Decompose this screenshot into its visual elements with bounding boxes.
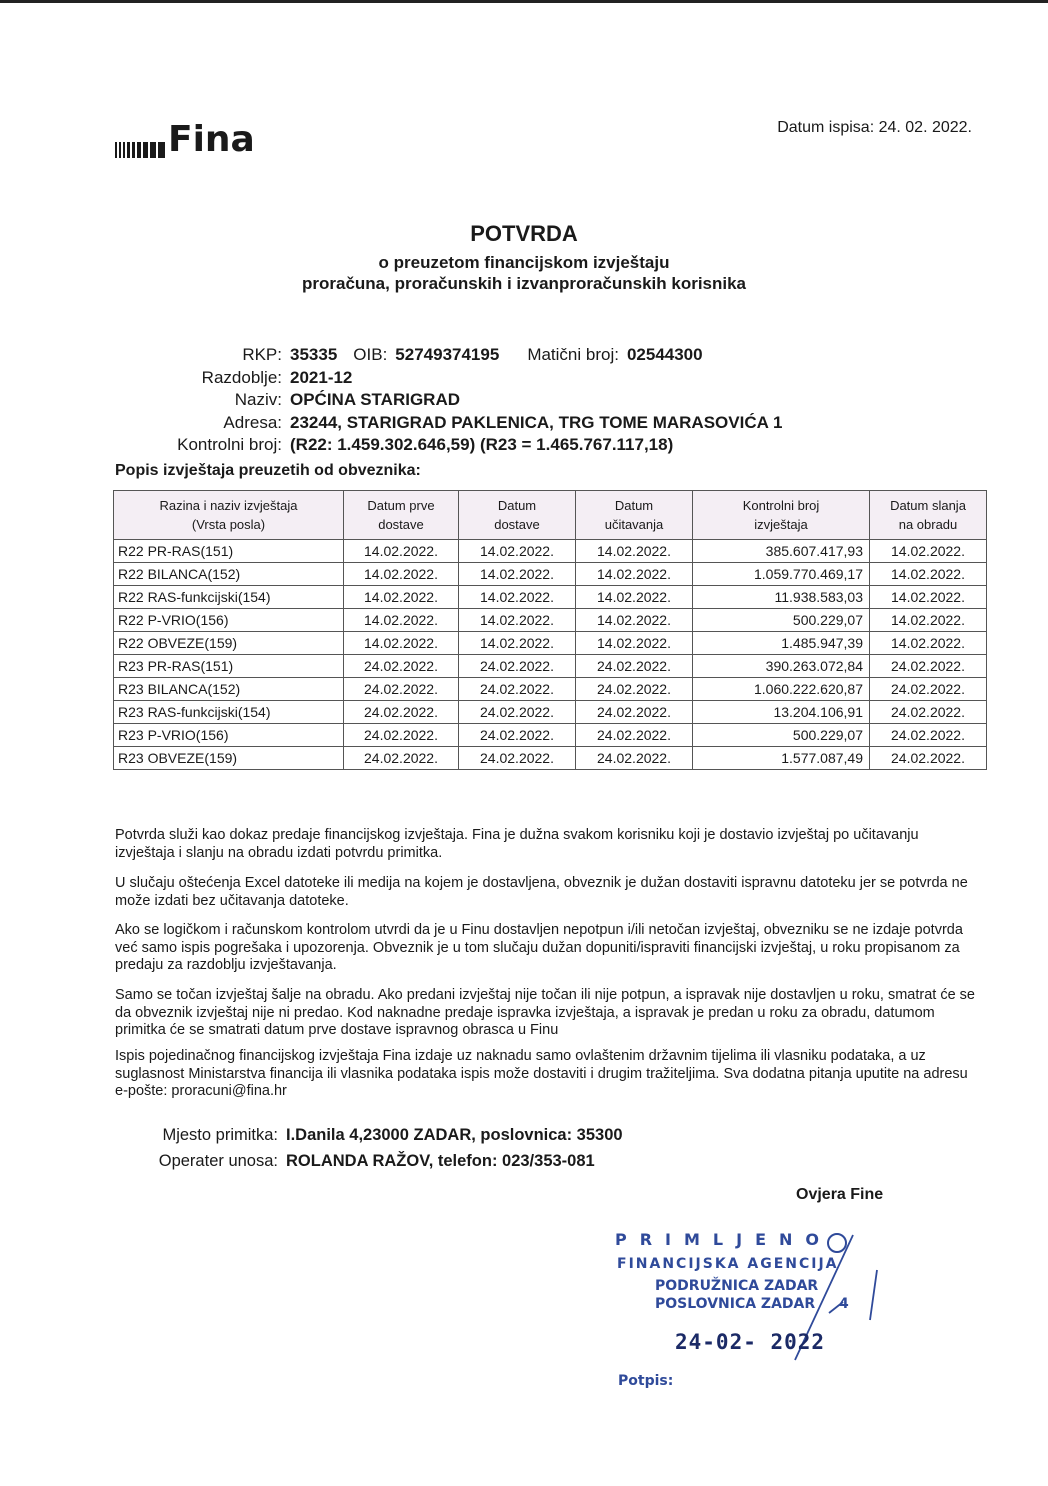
- table-cell: R22 OBVEZE(159): [114, 632, 344, 655]
- stamp-date: 24-02- 2022: [675, 1330, 826, 1354]
- table-cell: 14.02.2022.: [576, 632, 693, 655]
- column-header: [576, 491, 693, 540]
- table-cell: 1.485.947,39: [693, 632, 870, 655]
- address-label: Adresa:: [223, 412, 282, 432]
- table-body: [114, 540, 987, 770]
- table-cell: 14.02.2022.: [459, 586, 576, 609]
- operator-row: [140, 1152, 595, 1171]
- table-row: [114, 632, 987, 655]
- table-cell: 24.02.2022.: [459, 655, 576, 678]
- print-date: Datum ispisa: 24. 02. 2022.: [777, 119, 972, 136]
- table-row: [114, 563, 987, 586]
- period-label: Razdoblje:: [201, 367, 282, 387]
- rkp-value: 35335: [290, 345, 338, 364]
- name-value: OPĆINA STARIGRAD: [290, 390, 460, 409]
- note-paragraph: Samo se točan izvještaj šalje na obradu. Ako predani izvještaj nije točan ili nije potpun, a ispravak nije dostavljen u roku, smatrat će se da obveznik izvještaj nije ni predao. Kod naknadne predaje ispravka izvještaja, a ispravak je predan u roku za obradu, datumom primitka će se smatrati datum prve dostave ispravnog obrasca u Finu: [115, 987, 975, 1038]
- table-cell: 24.02.2022.: [344, 724, 459, 747]
- control-label: Kontrolni broj:: [177, 435, 282, 454]
- control-value: (R22: 1.459.302.646,59) (R23 = 1.465.767.117,18): [290, 435, 674, 454]
- receipt-place-row: [140, 1126, 623, 1145]
- table-cell: 14.02.2022.: [870, 540, 987, 563]
- column-header-line: Datum slanja: [890, 498, 966, 513]
- table-cell: 14.02.2022.: [870, 586, 987, 609]
- table-cell: 24.02.2022.: [870, 747, 987, 770]
- table-cell: R22 P-VRIO(156): [114, 609, 344, 632]
- column-header-line: učitavanja: [604, 517, 664, 532]
- table-cell: 14.02.2022.: [576, 609, 693, 632]
- document-subtitle-1: o preuzetom financijskom izvještaju: [378, 253, 670, 272]
- table-cell: 500.229,07: [693, 724, 870, 747]
- column-header: [693, 491, 870, 540]
- table-cell: 24.02.2022.: [576, 701, 693, 724]
- note-paragraph: U slučaju oštećenja Excel datoteke ili medija na kojem je dostavljena, obveznik je dužan dostaviti ispravnu datoteku jer se potvrda ne može izdati bez učitavanja datoteke.: [115, 875, 968, 909]
- receipt-place-label: Mjesto primitka:: [162, 1126, 278, 1144]
- logo-bars-icon: [115, 130, 165, 158]
- table-cell: 14.02.2022.: [870, 563, 987, 586]
- report-list-title: Popis izvještaja preuzetih od obveznika:: [115, 462, 421, 479]
- column-header-line: Razina i naziv izvještaja: [159, 498, 298, 513]
- table-cell: R23 BILANCA(152): [114, 678, 344, 701]
- column-header-line: izvještaja: [754, 517, 808, 532]
- table-cell: R23 OBVEZE(159): [114, 747, 344, 770]
- table-cell: 14.02.2022.: [344, 563, 459, 586]
- column-header: [114, 491, 344, 540]
- column-header-line: dostave: [378, 517, 424, 532]
- table-cell: 24.02.2022.: [459, 678, 576, 701]
- stamp-line-3: PODRUŽNICA ZADAR: [655, 1278, 819, 1294]
- table-row: [114, 655, 987, 678]
- table-cell: 24.02.2022.: [459, 724, 576, 747]
- table-row: [114, 678, 987, 701]
- table-cell: 24.02.2022.: [870, 678, 987, 701]
- page-top-border: [0, 0, 1048, 3]
- column-header: [344, 491, 459, 540]
- table-cell: R22 BILANCA(152): [114, 563, 344, 586]
- document-title: POTVRDA: [470, 221, 578, 246]
- rkp-label: RKP:: [242, 345, 282, 364]
- table-cell: 385.607.417,93: [693, 540, 870, 563]
- table-cell: 24.02.2022.: [870, 701, 987, 724]
- table-cell: 24.02.2022.: [459, 747, 576, 770]
- stamp-line-1: PRIMLJENO: [615, 1230, 832, 1249]
- table-row: [114, 747, 987, 770]
- table-row: [114, 609, 987, 632]
- operator-value: ROLANDA RAŽOV, telefon: 023/353-081: [286, 1152, 595, 1170]
- column-header: [870, 491, 987, 540]
- table-cell: R22 PR-RAS(151): [114, 540, 344, 563]
- table-cell: 500.229,07: [693, 609, 870, 632]
- verification-label: Ovjera Fine: [796, 1186, 884, 1203]
- table-cell: 14.02.2022.: [459, 540, 576, 563]
- table-cell: R23 PR-RAS(151): [114, 655, 344, 678]
- period-row: [140, 368, 782, 391]
- logo-text: Fina: [168, 119, 255, 160]
- table-cell: 14.02.2022.: [344, 586, 459, 609]
- table-cell: 14.02.2022.: [459, 609, 576, 632]
- table-cell: 14.02.2022.: [576, 540, 693, 563]
- column-header-line: Datum: [497, 498, 537, 513]
- period-value: 2021-12: [290, 367, 353, 387]
- table-cell: 14.02.2022.: [459, 632, 576, 655]
- table-cell: 24.02.2022.: [576, 678, 693, 701]
- column-header: [459, 491, 576, 540]
- stamp-line-4: POSLOVNICA ZADAR: [655, 1296, 816, 1312]
- entity-info: [140, 345, 782, 458]
- table-cell: 24.02.2022.: [344, 701, 459, 724]
- table-cell: 24.02.2022.: [344, 678, 459, 701]
- table-cell: 24.02.2022.: [344, 655, 459, 678]
- table-cell: 1.577.087,49: [693, 747, 870, 770]
- note-paragraph: Ako se logičkom i računskom kontrolom utvrdi da je u Finu dostavljen nepotpun i/ili netočan izvještaj, obvezniku se ne izdaje potvrda već samo ispis pogrešaka i upozorenja. Obveznik je u tom slučaju dužan dopuniti/ispraviti financijski izvještaj, u roku propisanom za predaju za razdoblju izvještavanja.: [115, 922, 963, 973]
- table-cell: 24.02.2022.: [344, 747, 459, 770]
- table-cell: R23 P-VRIO(156): [114, 724, 344, 747]
- table-cell: 24.02.2022.: [870, 655, 987, 678]
- address-value: 23244, STARIGRAD PAKLENICA, TRG TOME MARASOVIĆA 1: [290, 412, 783, 432]
- address-row: [140, 413, 782, 436]
- table-cell: 24.02.2022.: [576, 724, 693, 747]
- rkp-row: [140, 345, 782, 368]
- table-cell: 24.02.2022.: [576, 655, 693, 678]
- table-cell: R22 RAS-funkcijski(154): [114, 586, 344, 609]
- table-row: [114, 724, 987, 747]
- table-row: [114, 540, 987, 563]
- column-header-line: dostave: [494, 517, 540, 532]
- signature-label: Potpis:: [618, 1373, 674, 1389]
- table-cell: 390.263.072,84: [693, 655, 870, 678]
- stamp-line-2: FINANCIJSKA AGENCIJA: [617, 1256, 839, 1272]
- table-cell: 14.02.2022.: [576, 586, 693, 609]
- table-row: [114, 701, 987, 724]
- column-header-line: Datum: [614, 498, 654, 513]
- table-cell: 14.02.2022.: [459, 563, 576, 586]
- table-cell: 24.02.2022.: [459, 701, 576, 724]
- table-cell: 13.204.106,91: [693, 701, 870, 724]
- table-cell: 14.02.2022.: [344, 540, 459, 563]
- table-cell: 24.02.2022.: [576, 747, 693, 770]
- column-header-line: Kontrolni broj: [742, 498, 820, 513]
- table-cell: 1.060.222.620,87: [693, 678, 870, 701]
- column-header-line: Datum prve: [367, 498, 435, 513]
- table-cell: 14.02.2022.: [344, 609, 459, 632]
- fina-logo: [115, 118, 255, 158]
- mb-label: Matični broj:: [527, 345, 619, 364]
- oib-value: 52749374195: [395, 345, 500, 364]
- column-header-line: (Vrsta posla): [191, 517, 266, 532]
- control-row: [140, 435, 782, 458]
- note-paragraph: Ispis pojedinačnog financijskog izvještaja Fina izdaje uz naknadu samo ovlaštenim državnim tijelima ili vlasniku podataka, a uz suglasnost Ministarstva financija ili vlasnika podataka ispis može dostaviti i drugim tražiteljima. Sva dodatna pitanja uputite na adresu e-pošte: proracuni@fina.hr: [115, 1048, 968, 1099]
- document-subtitle-2: proračuna, proračunskih i izvanproračunskih korisnika: [301, 274, 747, 293]
- table-cell: 14.02.2022.: [870, 632, 987, 655]
- table-header-row: [114, 491, 987, 540]
- mb-value: 02544300: [626, 345, 703, 364]
- oib-label: OIB:: [353, 345, 388, 364]
- name-row: [140, 390, 782, 413]
- note-paragraph: Potvrda služi kao dokaz predaje financijskog izvještaja. Fina je dužna svakom korisniku koji je dostavio izvještaj po učitavanju izvještaja i slanju na obradu izdati potvrdu primitka.: [115, 827, 919, 861]
- report-table: [113, 490, 987, 770]
- table-cell: R23 RAS-funkcijski(154): [114, 701, 344, 724]
- table-cell: 14.02.2022.: [576, 563, 693, 586]
- column-header-line: na obradu: [898, 517, 958, 532]
- operator-label: Operater unosa:: [158, 1152, 278, 1170]
- table-row: [114, 586, 987, 609]
- table-cell: 14.02.2022.: [870, 609, 987, 632]
- table-cell: 11.938.583,03: [693, 586, 870, 609]
- table-cell: 14.02.2022.: [344, 632, 459, 655]
- name-label: Naziv:: [234, 390, 282, 409]
- table-cell: 1.059.770.469,17: [693, 563, 870, 586]
- stamp-number: 4: [839, 1296, 849, 1312]
- receipt-place-value: I.Danila 4,23000 ZADAR, poslovnica: 35300: [286, 1126, 623, 1144]
- table-cell: 24.02.2022.: [870, 724, 987, 747]
